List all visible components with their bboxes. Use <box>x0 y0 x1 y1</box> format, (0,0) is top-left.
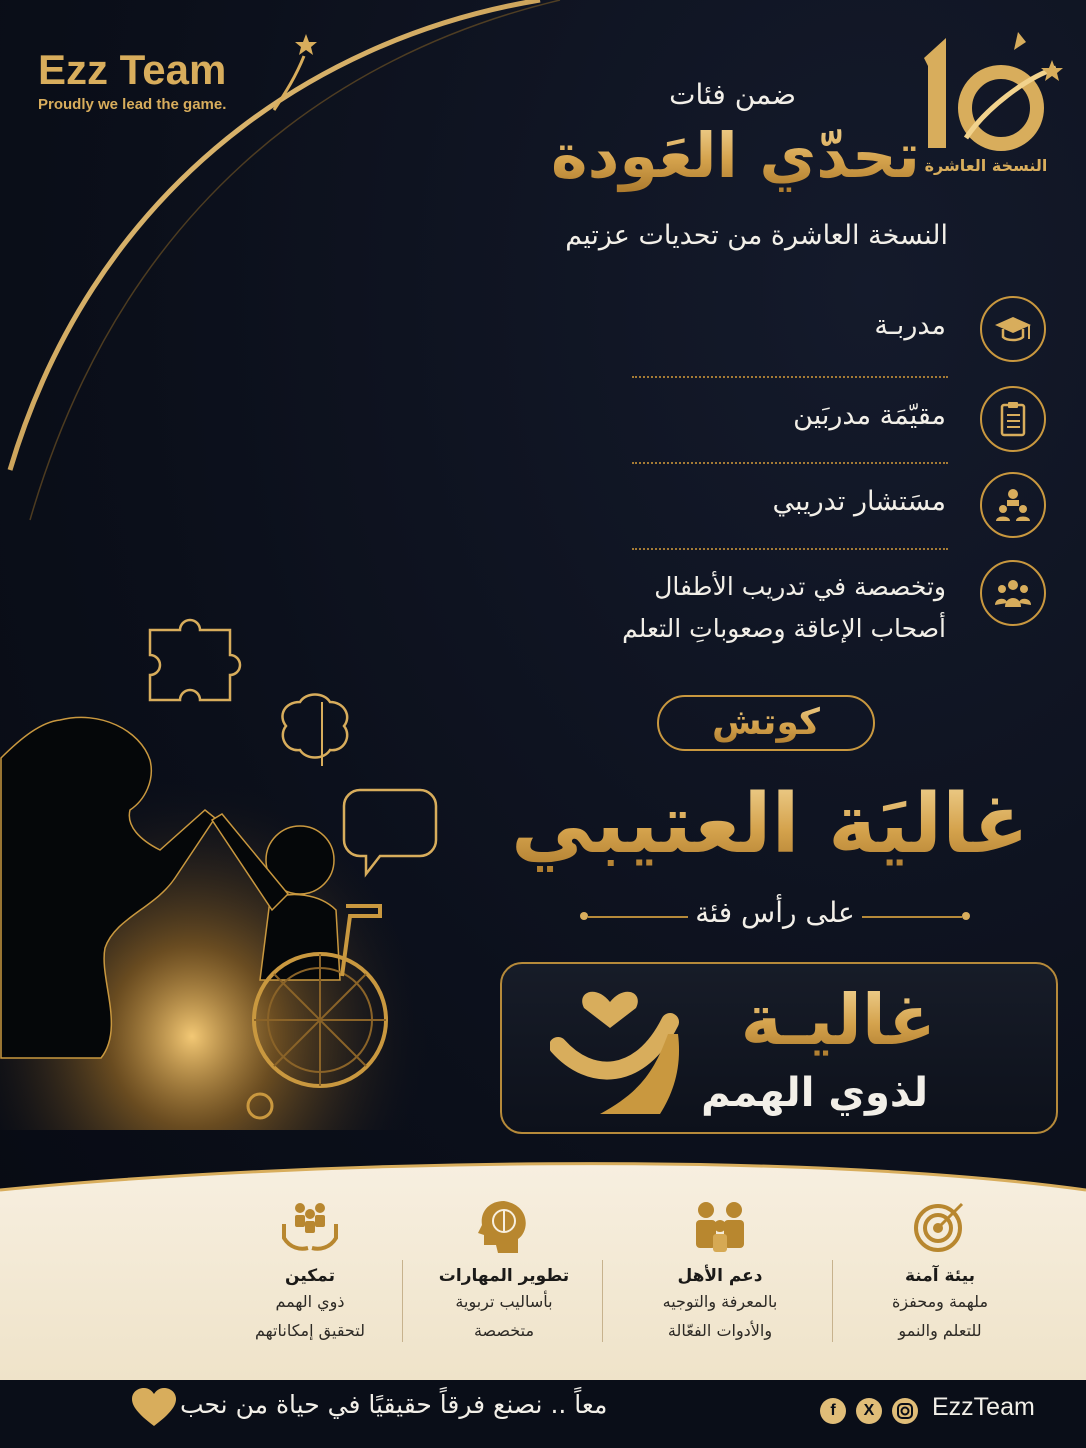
brand-logo <box>38 46 298 113</box>
specialization-line: وتخصصة في تدريب الأطفال <box>654 572 946 601</box>
number-ten-icon <box>906 28 1066 158</box>
brand-tagline: Proudly we lead the game. <box>38 96 227 113</box>
divider <box>632 462 948 464</box>
feature-desc: لتحقيق إمكاناتهم <box>255 1321 365 1340</box>
feature-desc: والأدوات الفعّالة <box>667 1321 773 1340</box>
brain-head-icon <box>404 1196 604 1256</box>
brand-name: Ezz Team <box>38 46 227 93</box>
divider <box>862 916 962 918</box>
coach-title: كوتش <box>712 702 820 743</box>
feature-skills-development <box>404 1196 604 1344</box>
heart-person-logo-icon <box>550 982 690 1118</box>
role-item-assessor <box>626 386 1046 456</box>
feature-empowerment <box>210 1196 410 1344</box>
feature-desc: للتعلم والنمو <box>898 1321 982 1340</box>
clipboard-checklist-icon <box>980 386 1046 452</box>
category-card-subtitle: لذوي الهمم <box>701 1070 928 1116</box>
social-handle[interactable]: EzzTeam <box>932 1393 1035 1421</box>
instagram-icon[interactable] <box>892 1398 918 1424</box>
feature-title: تطوير المهارات <box>438 1266 570 1286</box>
star-icon <box>268 32 318 112</box>
category-intro-text: على رأس فئة <box>695 896 855 929</box>
decorative-dot <box>962 912 970 920</box>
consultation-icon <box>980 472 1046 538</box>
group-icon <box>980 560 1046 626</box>
facebook-icon[interactable]: f <box>820 1398 846 1424</box>
role-label: مدربـة <box>874 310 946 341</box>
edition-label: النسخة العاشرة <box>924 156 1048 175</box>
specialization-text <box>526 566 946 650</box>
role-item-consultant <box>626 472 1046 542</box>
feature-safe-environment <box>840 1196 1040 1344</box>
feature-title: بيئة آمنة <box>904 1266 976 1286</box>
divider <box>632 548 948 550</box>
family-icon <box>620 1196 820 1256</box>
feature-desc: بالمعرفة والتوجيه <box>662 1292 778 1311</box>
footer-slogan: معاً .. نصنع فرقاً حقيقيًا في حياة من نحب <box>180 1390 608 1419</box>
heart-icon <box>132 1388 176 1428</box>
feature-desc: متخصصة <box>473 1321 535 1340</box>
target-icon <box>840 1196 1040 1256</box>
mother-child-illustration <box>0 610 480 1130</box>
feature-family-support <box>620 1196 820 1344</box>
feature-desc: ملهمة ومحفزة <box>891 1292 989 1311</box>
coach-title-pill <box>657 695 875 751</box>
divider <box>632 376 948 378</box>
category-intro <box>580 896 970 936</box>
graduation-cap-icon <box>980 296 1046 362</box>
header-subline: النسخة العاشرة من تحديات عزتيم <box>565 220 948 251</box>
feature-title: دعم الأهل <box>677 1266 763 1286</box>
role-label: مقيّمَة مدربَين <box>793 400 946 431</box>
specialization-line: أصحاب الإعاقة وصعوباتِ التعلم <box>622 614 946 643</box>
hands-people-icon <box>210 1196 410 1256</box>
role-label: مسَتشار تدريبي <box>772 486 946 517</box>
x-icon[interactable]: X <box>856 1398 882 1424</box>
edition-badge <box>906 28 1066 188</box>
feature-desc: ذوي الهمم <box>275 1292 345 1311</box>
page-title: تحدّي العَودة <box>551 116 920 196</box>
role-item-trainer <box>626 296 1046 366</box>
coach-name: غاليَة العتيبي <box>480 770 1060 880</box>
feature-title: تمكين <box>285 1266 335 1286</box>
category-card-title: غاليـة <box>740 979 936 1061</box>
category-card <box>500 962 1058 1134</box>
header-kicker: ضمن فئات <box>669 78 796 111</box>
divider <box>832 1260 833 1342</box>
feature-desc: بأساليب تربوية <box>455 1292 553 1311</box>
